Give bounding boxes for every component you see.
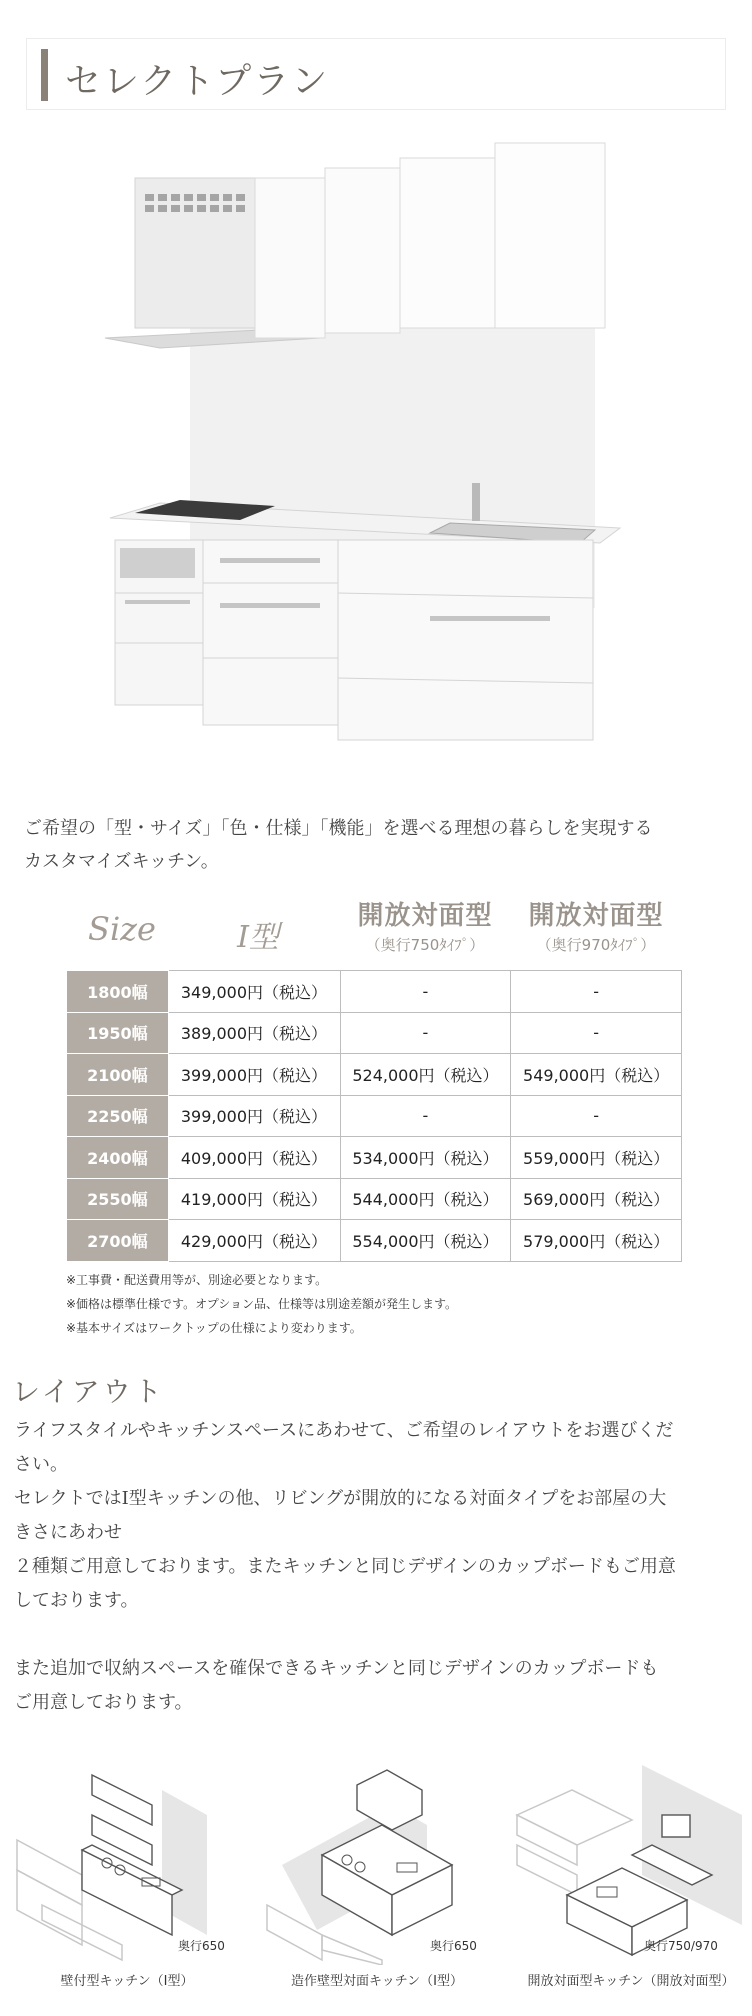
open970-price-cell: - [511, 1012, 682, 1054]
open750-price-cell: 534,000円（税込） [340, 1137, 511, 1179]
note-1: ※工事費・配送費用等が、別途必要となります。 [66, 1273, 328, 1287]
size-cell: 2100幅 [67, 1054, 169, 1096]
layout-paragraph-1 [14, 1414, 744, 1482]
itype-header: I型 [237, 920, 279, 955]
diagram-caption-3: 開放対面型キッチン（開放対面型） [527, 1974, 735, 1989]
open970-subtitle: （奥行970ﾀｲﾌﾟ） [536, 936, 656, 954]
layout-paragraph-4 [14, 1652, 744, 1720]
paragraph-line: ご用意しております。 [14, 1692, 193, 1713]
diagram-caption-1: 壁付型キッチン（I型） [60, 1974, 194, 1989]
itype-price-cell: 399,000円（税込） [168, 1054, 340, 1096]
table-row [67, 971, 682, 1013]
open750-subtitle: （奥行750ﾀｲﾌﾟ） [365, 936, 485, 954]
section-header [26, 38, 726, 110]
table-notes [66, 1268, 457, 1340]
open-face-kitchen-diagram [512, 1745, 742, 1965]
size-header: Size [88, 910, 156, 948]
depth-label-2: 奥行650 [430, 1939, 477, 1953]
table-row [67, 1054, 682, 1096]
open750-price-cell: - [340, 971, 511, 1013]
itype-price-cell: 349,000円（税込） [168, 971, 340, 1013]
size-cell: 2250幅 [67, 1095, 169, 1137]
table-row [67, 1012, 682, 1054]
paragraph-line: ２種類ご用意しております。またキッチンと同じデザインのカップボードもご用意 [14, 1556, 676, 1577]
open970-title: 開放対面型 [528, 901, 664, 931]
layout-paragraph-3 [14, 1550, 744, 1618]
depth-label-1: 奥行650 [178, 1939, 225, 1953]
built-wall-face-kitchen-diagram [262, 1745, 492, 1965]
size-cell: 2700幅 [67, 1220, 169, 1262]
intro-line-2: カスタマイズキッチン。 [24, 851, 219, 872]
open750-price-cell: 554,000円（税込） [340, 1220, 511, 1262]
table-row [67, 1137, 682, 1179]
open970-price-cell: 579,000円（税込） [511, 1220, 682, 1262]
size-cell: 2550幅 [67, 1178, 169, 1220]
size-cell: 1800幅 [67, 971, 169, 1013]
paragraph-line: また追加で収納スペースを確保できるキッチンと同じデザインのカップボードも [14, 1658, 659, 1679]
itype-price-cell: 409,000円（税込） [168, 1137, 340, 1179]
price-table [66, 970, 682, 1262]
itype-price-cell: 429,000円（税込） [168, 1220, 340, 1262]
table-row [67, 1095, 682, 1137]
header-accent-bar [41, 49, 48, 101]
open970-price-cell: - [511, 971, 682, 1013]
open970-header [510, 895, 682, 975]
paragraph-line: しております。 [14, 1590, 139, 1611]
open750-price-cell: - [340, 1095, 511, 1137]
diagram-caption-2: 造作壁型対面キッチン（I型） [291, 1974, 463, 1989]
open750-header [340, 895, 510, 975]
note-3: ※基本サイズはワークトップの仕様により変わります。 [66, 1321, 362, 1335]
layout-heading: レイアウト [12, 1375, 165, 1408]
paragraph-line: セレクトではI型キッチンの他、リビングが開放的になる対面タイプをお部屋の大 [14, 1488, 667, 1509]
intro-text [24, 812, 734, 878]
layout-paragraph-2 [14, 1482, 744, 1550]
open970-price-cell: 569,000円（税込） [511, 1178, 682, 1220]
size-cell: 1950幅 [67, 1012, 169, 1054]
page-title: セレクトプラン [65, 61, 330, 102]
itype-price-cell: 419,000円（税込） [168, 1178, 340, 1220]
table-row [67, 1178, 682, 1220]
paragraph-line: ライフスタイルやキッチンスペースにあわせて、ご希望のレイアウトをお選びくだ [14, 1420, 674, 1441]
kitchen-product-image [100, 138, 660, 788]
open750-price-cell: 524,000円（税込） [340, 1054, 511, 1096]
open750-price-cell: - [340, 1012, 511, 1054]
paragraph-line: きさにあわせ [14, 1522, 122, 1543]
wall-kitchen-diagram [12, 1745, 242, 1965]
note-2: ※価格は標準仕様です。オプション品、仕様等は別途差額が発生します。 [66, 1297, 458, 1311]
open970-price-cell: 549,000円（税込） [511, 1054, 682, 1096]
open970-price-cell: 559,000円（税込） [511, 1137, 682, 1179]
open970-price-cell: - [511, 1095, 682, 1137]
itype-price-cell: 399,000円（税込） [168, 1095, 340, 1137]
size-cell: 2400幅 [67, 1137, 169, 1179]
intro-line-1: ご希望の「型・サイズ」「色・仕様」「機能」を選べる理想の暮らしを実現する [24, 818, 653, 839]
paragraph-line: さい。 [14, 1454, 68, 1475]
open750-title: 開放対面型 [357, 901, 493, 931]
open750-price-cell: 544,000円（税込） [340, 1178, 511, 1220]
itype-price-cell: 389,000円（税込） [168, 1012, 340, 1054]
table-row [67, 1220, 682, 1262]
depth-label-3: 奥行750/970 [644, 1939, 718, 1953]
